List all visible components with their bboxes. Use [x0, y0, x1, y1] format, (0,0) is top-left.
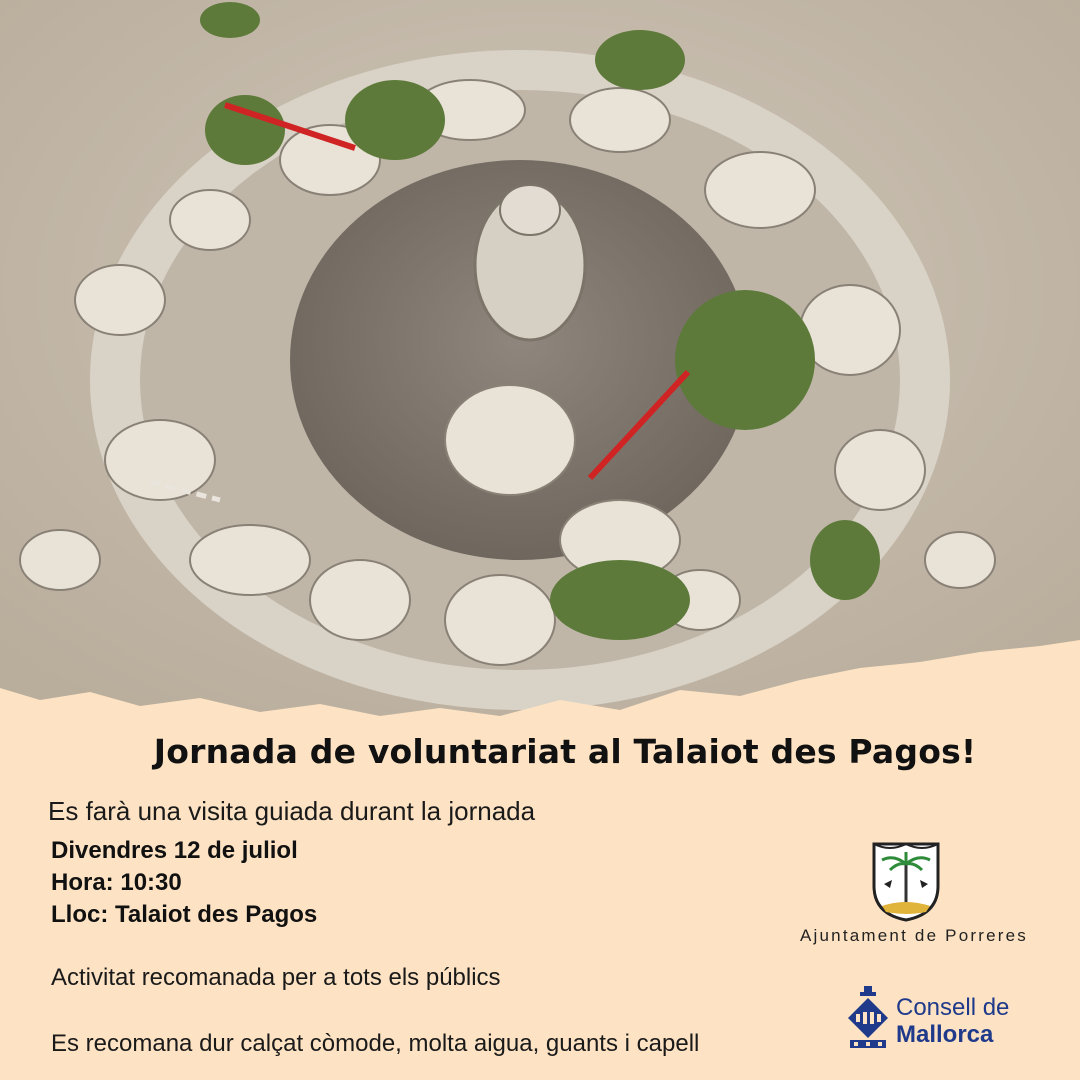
porreres-coat-of-arms-logo [870, 840, 942, 922]
audience-note: Activitat recomanada per a tots els públics [51, 964, 501, 991]
event-time: Hora: 10:30 [51, 869, 182, 896]
ajuntament-name: Ajuntament de Porreres [800, 926, 1028, 945]
equipment-note: Es recomana dur calçat còmode, molta aigua, guants i capell [51, 1030, 700, 1057]
consell-name-line1: Consell de [896, 994, 1010, 1021]
poster-subtitle: Es farà una visita guiada durant la jornada [48, 796, 536, 826]
consell-emblem-icon [846, 986, 890, 1048]
event-location: Lloc: Talaiot des Pagos [51, 901, 318, 928]
poster-title: Jornada de voluntariat al Talaiot des Pagos! [153, 732, 977, 771]
consell-name [896, 994, 1009, 1048]
event-date: Divendres 12 de juliol [51, 837, 298, 864]
consell-name-line2: Mallorca [896, 1021, 994, 1048]
